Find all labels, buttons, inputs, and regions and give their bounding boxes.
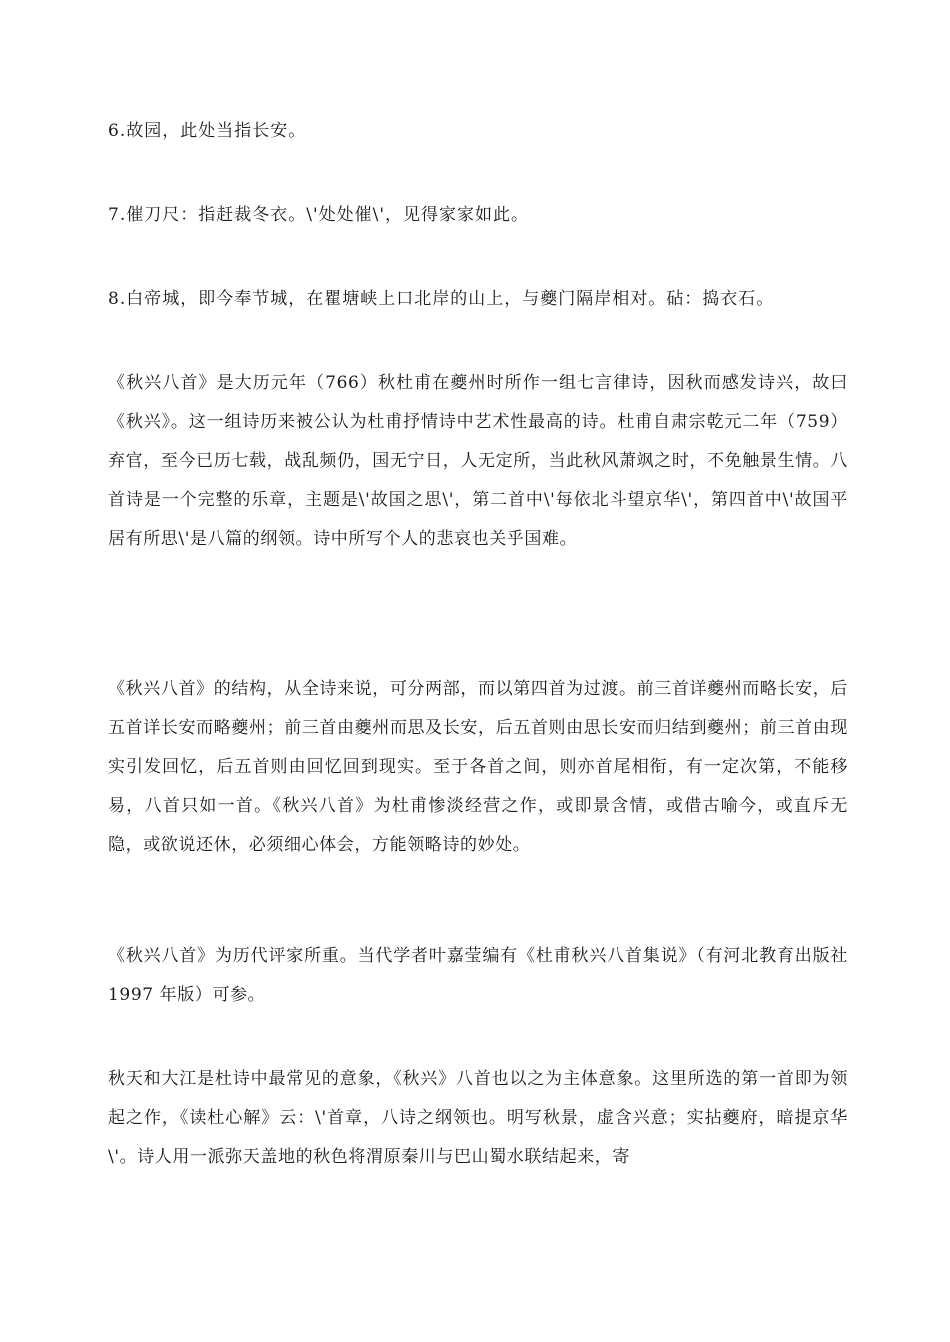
paragraph-imagery: 秋天和大江是杜诗中最常见的意象，《秋兴》八首也以之为主体意象。这里所选的第一首即为领起之作，《读杜心解》云：\'首章，八诗之纲领也。明写秋景，虚含兴意；实拈夔府，暗提京华\'。诗人用一派弥天盖地的秋色将渭原秦川与巴山蜀水联结起来，寄: [108, 1069, 848, 1167]
paragraph-reception: 《秋兴八首》为历代评家所重。当代学者叶嘉莹编有《杜甫秋兴八首集说》（有河北教育出版社 1997 年版）可参。: [108, 946, 848, 1005]
note-6: 6.故园，此处当指长安。: [108, 121, 307, 141]
note-8: 8.白帝城，即今奉节城，在瞿塘峡上口北岸的山上，与夔门隔岸相对。砧：捣衣石。: [108, 289, 775, 309]
note-7: 7.催刀尺：指赶裁冬衣。\'处处催\'，见得家家如此。: [108, 205, 530, 225]
paragraph-overview: 《秋兴八首》是大历元年（766）秋杜甫在夔州时所作一组七言律诗，因秋而感发诗兴，故曰《秋兴》。这一组诗历来被公认为杜甫抒情诗中艺术性最高的诗。杜甫自肃宗乾元二年（759）弃官，至今已历七载，战乱频仍，国无宁日，人无定所，当此秋风萧飒之时，不免触景生情。八首诗是一个完整的乐章，主题是\'故国之思\'，第二首中\'每依北斗望京华\'，第四首中\'故国平居有所思\'是八篇的纲领。诗中所写个人的悲哀也关乎国难。: [108, 373, 848, 549]
paragraph-structure: 《秋兴八首》的结构，从全诗来说，可分两部，而以第四首为过渡。前三首详夔州而略长安，后五首详长安而略夔州；前三首由夔州而思及长安，后五首则由思长安而归结到夔州；前三首由现实引发回忆，后五首则由回忆回到现实。至于各首之间，则亦首尾相衔，有一定次第，不能移易，八首只如一首。《秋兴八首》为杜甫惨淡经营之作，或即景含情，或借古喻今，或直斥无隐，或欲说还休，必须细心体会，方能领略诗的妙处。: [108, 679, 848, 855]
